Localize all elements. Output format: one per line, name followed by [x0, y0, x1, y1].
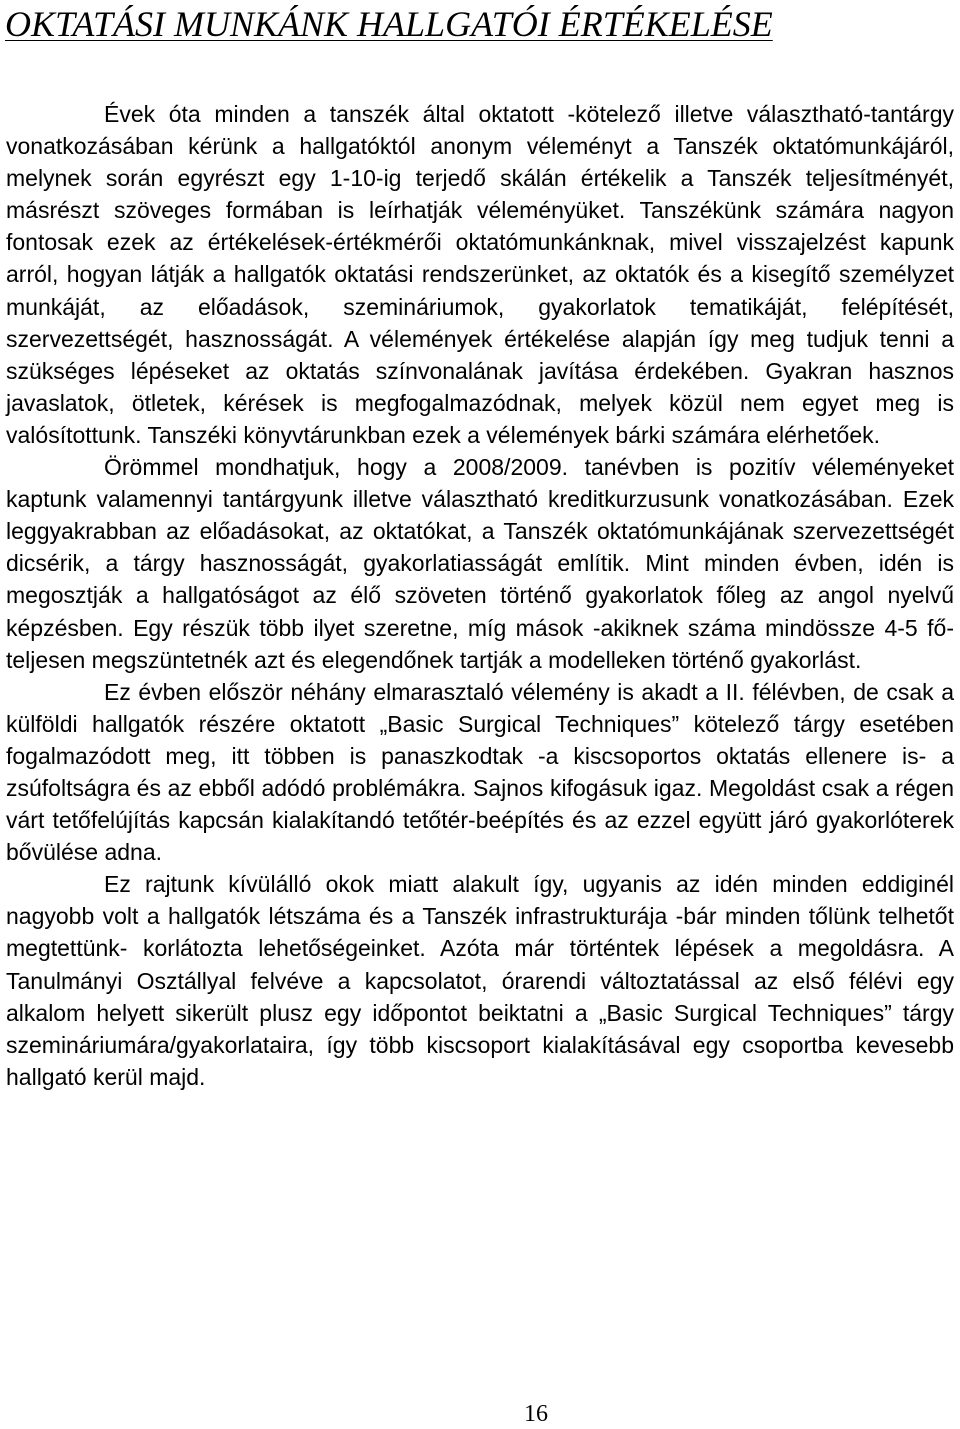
paragraph-intro: Évek óta minden a tanszék által oktatott -kötelező illetve választható-tantárgy vonatkozásában kérünk a hallgatóktól anonym véleményt a Tanszék oktatómunkájáról, melynek során egyrészt egy 1-10-ig terjedő skálán értékelik a Tanszék teljesítményét, másrészt szöveges formában is leírhatják véleményüket. Tanszékünk számára nagyon fontosak ezek az értékelések-értékmérői oktatómunkánknak, mivel visszajelzést kapunk arról, hogyan látják a hallgatók oktatási rendszerünket, az oktatók és a kisegítő személyzet munkáját, az előadások, szemináriumok, gyakorlatok tematikáját, felépítését, szervezettségét, hasznosságát. A vélemények értékelése alapján így meg tudjuk tenni a szükséges lépéseket az oktatás színvonalának javítása érdekében. Gyakran hasznos javaslatok, ötletek, kérések is megfogalmazódnak, melyek közül nem egyet meg is valósítottunk. Tanszéki könyvtárunkban ezek a vélemények bárki számára elérhetőek.	[6, 101, 954, 448]
page-title: OKTATÁSI MUNKÁNK HALLGATÓI ÉRTÉKELÉSE	[5, 4, 773, 44]
page-number: 16	[524, 1401, 548, 1427]
paragraph-negative-feedback: Ez évben először néhány elmarasztaló vélemény is akadt a II. félévben, de csak a külföldi hallgatók részére oktatott „Basic Surgical Techniques” kötelező tárgy esetében fogalmazódott meg, itt többen is panaszkodtak -a kiscsoportos oktatás ellenere is- a zsúfoltságra és az ebből adódó problémákra. Sajnos kifogásuk igaz. Megoldást csak a régen várt tetőfelújítás kapcsán kialakítandó tetőtér-beépítés és az ezzel együtt járó gyakorlóterek bővülése adna.	[6, 678, 954, 866]
paragraph-measures: Ez rajtunk kívülálló okok miatt alakult így, ugyanis az idén minden eddiginél nagyobb volt a hallgatók létszáma és a Tanszék infrastrukturája -bár minden tőlünk telhetőt megtettünk- korlátozta lehetőségeinket. Azóta már történtek lépések a megoldásra. A Tanulmányi Osztállyal felvéve a kapcsolatot, órarendi változtatással az első félévi egy alkalom helyett sikerült plusz egy időpontot beiktatni a „Basic Surgical Techniques” tárgy szemináriumára/gyakorlataira, így több kiscsoport kialakításával egy csoportba kevesebb hallgató kerül majd.	[6, 871, 954, 1090]
body-text	[6, 98, 954, 1093]
paragraph-positive-feedback: Örömmel mondhatjuk, hogy a 2008/2009. tanévben is pozitív véleményeket kaptunk valamennyi tantárgyunk illetve választható kreditkurzusunk vonatkozásában. Ezek leggyakrabban az előadásokat, az oktatókat, a Tanszék oktatómunkájának szervezettségét dicsérik, a tárgy hasznosságát, gyakorlatiasságát említik. Mint minden évben, idén is megosztják a hallgatóságot az élő szöveten történő gyakorlatok főleg az angol nyelvű képzésben. Egy részük több ilyet szeretne, míg mások -akiknek száma mindössze 4-5 fő- teljesen megszüntetnék azt és elegendőnek tartják a modelleken történő gyakorlást.	[6, 454, 954, 673]
